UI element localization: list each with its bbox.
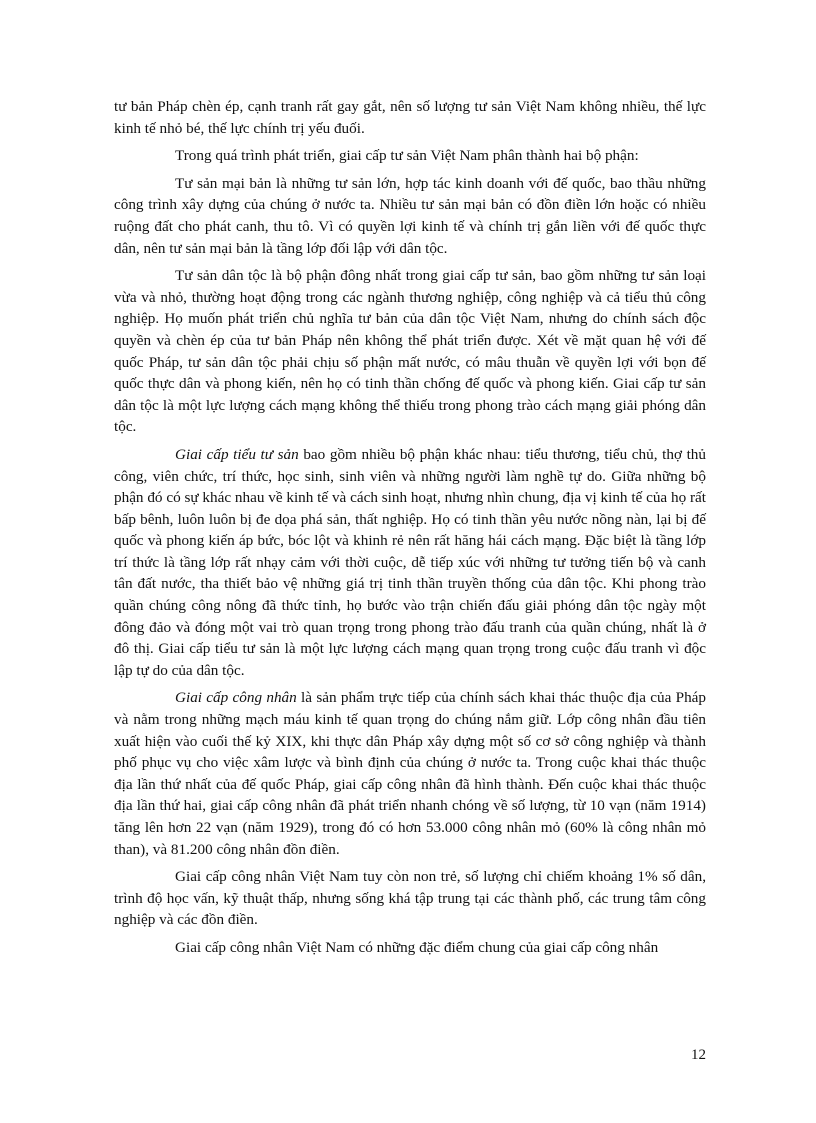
page-number: 12 (691, 1047, 706, 1063)
paragraph (114, 145, 706, 167)
italic-term: Giai cấp công nhân (175, 689, 297, 707)
paragraph-text: bao gồm nhiều bộ phận khác nhau: tiểu thương, tiểu chủ, thợ thủ công, viên chức, trí thức, học sinh, sinh viên và những người làm nghề tự do. Giữa những bộ phận đó có sự khác nhau về kinh tế và cách sinh hoạt, nhưng nhìn chung, địa vị kinh tế của họ rất bấp bênh, luôn luôn bị đe dọa phá sản, thất nghiệp. Họ có tinh thần yêu nước nồng nàn, lại bị đế quốc và phong kiến áp bức, bóc lột và khinh rẻ nên rất hăng hái cách mạng. Đặc biệt là tầng lớp trí thức là tầng lớp rất nhạy cảm với thời cuộc, dễ tiếp xúc với những tư tưởng tiến bộ và canh tân đất nước, tha thiết bảo vệ những giá trị tinh thần truyền thống của dân tộc. Khi phong trào quần chúng công nông đã thức tỉnh, họ bước vào trận chiến đấu giải phóng dân tộc ngày một đông đảo và đóng một vai trò quan trọng trong phong trào đấu tranh của quần chúng, nhất là ở đô thị. Giai cấp tiểu tư sản là một lực lượng cách mạng quan trọng trong cuộc đấu tranh vì độc lập tự do của dân tộc. (114, 445, 706, 679)
paragraph (114, 444, 706, 682)
paragraph (114, 937, 706, 959)
paragraph (114, 173, 706, 259)
paragraph (114, 866, 706, 931)
paragraph-text: là sản phẩm trực tiếp của chính sách khai thác thuộc địa của Pháp và nằm trong những mạch máu kinh tế quan trọng do chúng nắm giữ. Lớp công nhân đầu tiên xuất hiện vào cuối thế kỷ XIX, khi thực dân Pháp xây dựng một số cơ sở công nghiệp và thành phố phục vụ cho việc xâm lược và bình định của chúng ở nước ta. Trong cuộc khai thác thuộc địa lần thứ nhất của đế quốc Pháp, giai cấp công nhân đã hình thành. Đến cuộc khai thác thuộc địa lần thứ hai, giai cấp công nhân đã phát triển nhanh chóng về số lượng, từ 10 vạn (năm 1914) tăng lên hơn 22 vạn (năm 1929), trong đó có hơn 53.000 công nhân mỏ (60% là công nhân mỏ than), và 81.200 công nhân đồn điền. (114, 689, 706, 858)
paragraph-text: Giai cấp công nhân Việt Nam có những đặc điểm chung của giai cấp công nhân (175, 938, 659, 956)
paragraph-text: Trong quá trình phát triển, giai cấp tư sản Việt Nam phân thành hai bộ phận: (175, 147, 639, 165)
paragraph (114, 265, 706, 438)
paragraph-text: tư bản Pháp chèn ép, cạnh tranh rất gay gắt, nên số lượng tư sản Việt Nam không nhiều, thế lực kinh tế nhỏ bé, thế lực chính trị yếu đuối. (114, 98, 706, 137)
paragraph (114, 96, 706, 139)
paragraph-text: Tư sản mại bản là những tư sản lớn, hợp tác kinh doanh với đế quốc, bao thầu những công trình xây dựng của chúng ở nước ta. Nhiều tư sản mại bản có đồn điền lớn hoặc có nhiều ruộng đất cho phát canh, thu tô. Vì có quyền lợi kinh tế và chính trị gắn liền với đế quốc thực dân, nên tư sản mại bản là tầng lớp đối lập với dân tộc. (114, 174, 706, 257)
paragraph-text: Tư sản dân tộc là bộ phận đông nhất trong giai cấp tư sản, bao gồm những tư sản loại vừa và nhỏ, thường hoạt động trong các ngành thương nghiệp, công nghiệp và cả tiểu thủ công nghiệp. Họ muốn phát triển chủ nghĩa tư bản của dân tộc Việt Nam, nhưng do chính sách độc quyền và chèn ép của tư bản Pháp nên không thể phát triển được. Xét về mặt quan hệ với đế quốc Pháp, tư sản dân tộc phải chịu số phận mất nước, có mâu thuẫn về quyền lợi với bọn đế quốc thực dân và phong kiến, nên họ có tinh thần chống đế quốc và phong kiến. Giai cấp tư sản dân tộc là một lực lượng cách mạng không thể thiếu trong phong trào cách mạng giải phóng dân tộc. (114, 267, 706, 436)
paragraph (114, 687, 706, 860)
italic-term: Giai cấp tiểu tư sản (175, 445, 299, 463)
paragraph-text: Giai cấp công nhân Việt Nam tuy còn non trẻ, số lượng chỉ chiếm khoảng 1% số dân, trình độ học vấn, kỹ thuật thấp, nhưng sống khá tập trung tại các thành phố, các trung tâm công nghiệp và các đồn điền. (114, 868, 706, 929)
body-text (114, 96, 706, 965)
